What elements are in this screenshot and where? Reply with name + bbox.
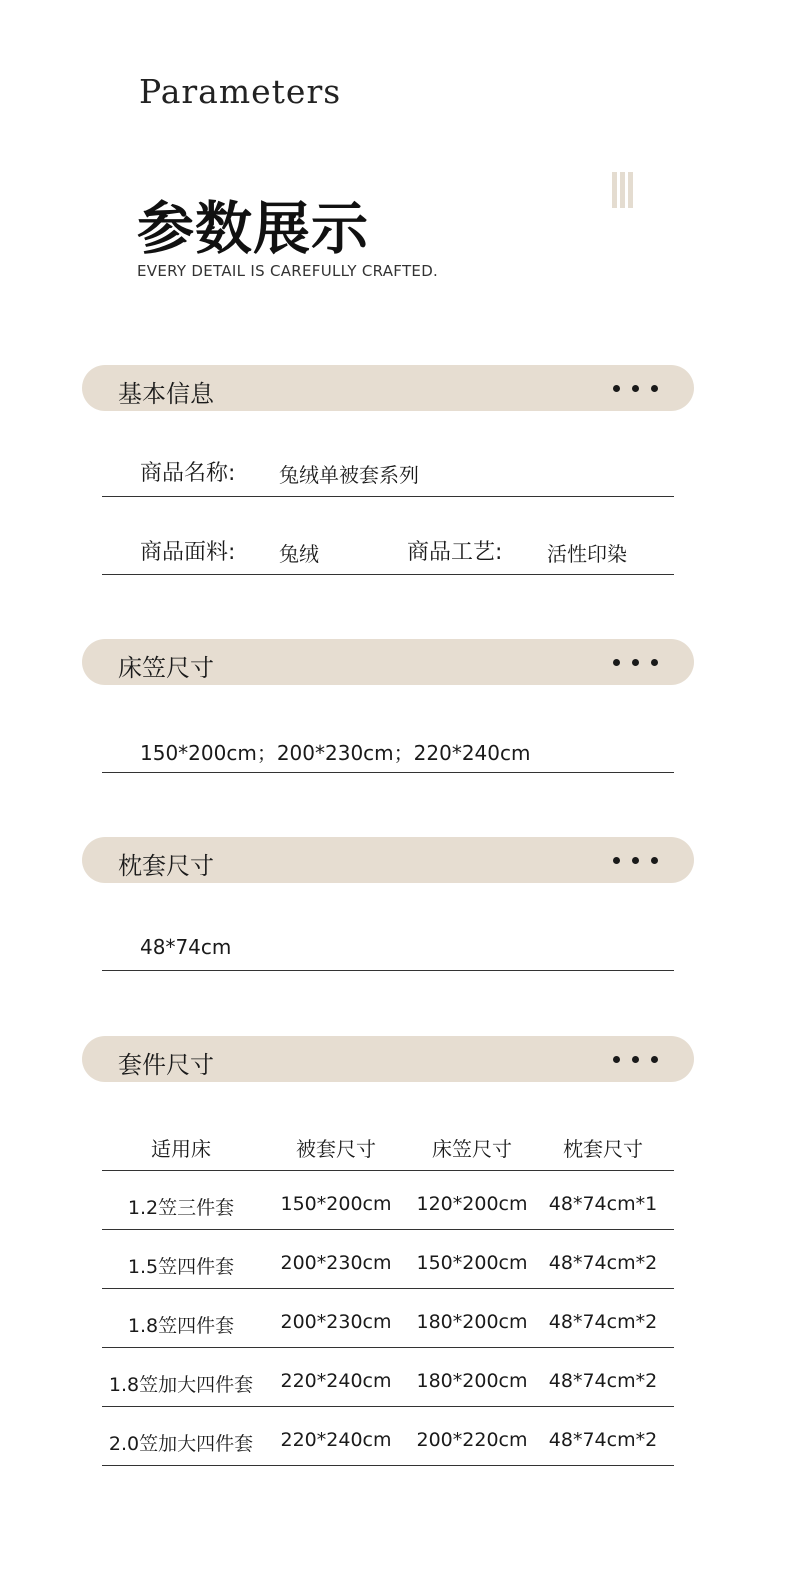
table-header-bed: 适用床 [151, 1137, 211, 1161]
table-cell: 200*230cm [280, 1252, 392, 1274]
divider [102, 772, 674, 773]
fabric-value: 兔绒 [279, 542, 319, 566]
table-cell: 220*240cm [280, 1429, 392, 1451]
table-divider [102, 1229, 674, 1230]
table-cell: 1.8笠四件套 [127, 1315, 235, 1337]
divider [102, 496, 674, 497]
divider [102, 970, 674, 971]
section-header-basic [82, 365, 694, 411]
section-header-set [82, 1036, 694, 1082]
section-title: 基本信息 [118, 380, 214, 408]
vertical-bars-decoration [612, 172, 634, 208]
product-name-label: 商品名称: [140, 461, 236, 486]
table-header-pillow: 枕套尺寸 [563, 1137, 643, 1161]
page-title: 参数展示 [137, 196, 369, 262]
section-header-fitted [82, 639, 694, 685]
table-cell: 180*200cm [416, 1370, 528, 1392]
table-cell: 180*200cm [416, 1311, 528, 1333]
table-cell: 150*200cm [280, 1193, 392, 1215]
craft-value: 活性印染 [547, 542, 627, 566]
parameters-heading: Parameters [139, 72, 342, 111]
section-title: 套件尺寸 [118, 1051, 214, 1079]
pillow-sizes-value: 48*74cm [140, 935, 232, 959]
ellipsis-icon [613, 659, 658, 666]
table-divider [102, 1170, 674, 1171]
table-cell: 48*74cm*2 [548, 1252, 658, 1274]
table-header-fitted: 床笠尺寸 [432, 1137, 512, 1161]
page-subtitle: EVERY DETAIL IS CAREFULLY CRAFTED. [137, 262, 439, 280]
table-divider [102, 1347, 674, 1348]
ellipsis-icon [613, 385, 658, 392]
table-cell: 48*74cm*2 [548, 1311, 658, 1333]
table-divider [102, 1465, 674, 1466]
ellipsis-icon [613, 857, 658, 864]
table-cell: 1.2笠三件套 [127, 1197, 235, 1219]
table-cell: 2.0笠加大四件套 [108, 1433, 254, 1455]
table-header-duvet: 被套尺寸 [296, 1137, 376, 1161]
fabric-label: 商品面料: [140, 540, 236, 565]
table-cell: 200*230cm [280, 1311, 392, 1333]
table-cell: 220*240cm [280, 1370, 392, 1392]
section-title: 床笠尺寸 [118, 654, 214, 682]
fitted-sizes-value: 150*200cm；200*230cm；220*240cm [140, 741, 531, 765]
table-cell: 150*200cm [416, 1252, 528, 1274]
table-cell: 1.8笠加大四件套 [108, 1374, 254, 1396]
table-cell: 120*200cm [416, 1193, 528, 1215]
table-divider [102, 1288, 674, 1289]
craft-label: 商品工艺: [407, 540, 503, 565]
table-cell: 200*220cm [416, 1429, 528, 1451]
table-divider [102, 1406, 674, 1407]
table-cell: 48*74cm*2 [548, 1370, 658, 1392]
table-cell: 48*74cm*1 [548, 1193, 658, 1215]
table-cell: 1.5笠四件套 [127, 1256, 235, 1278]
divider [102, 574, 674, 575]
product-name-value: 兔绒单被套系列 [279, 463, 419, 487]
table-cell: 48*74cm*2 [548, 1429, 658, 1451]
section-title: 枕套尺寸 [118, 852, 214, 880]
ellipsis-icon [613, 1056, 658, 1063]
section-header-pillow [82, 837, 694, 883]
